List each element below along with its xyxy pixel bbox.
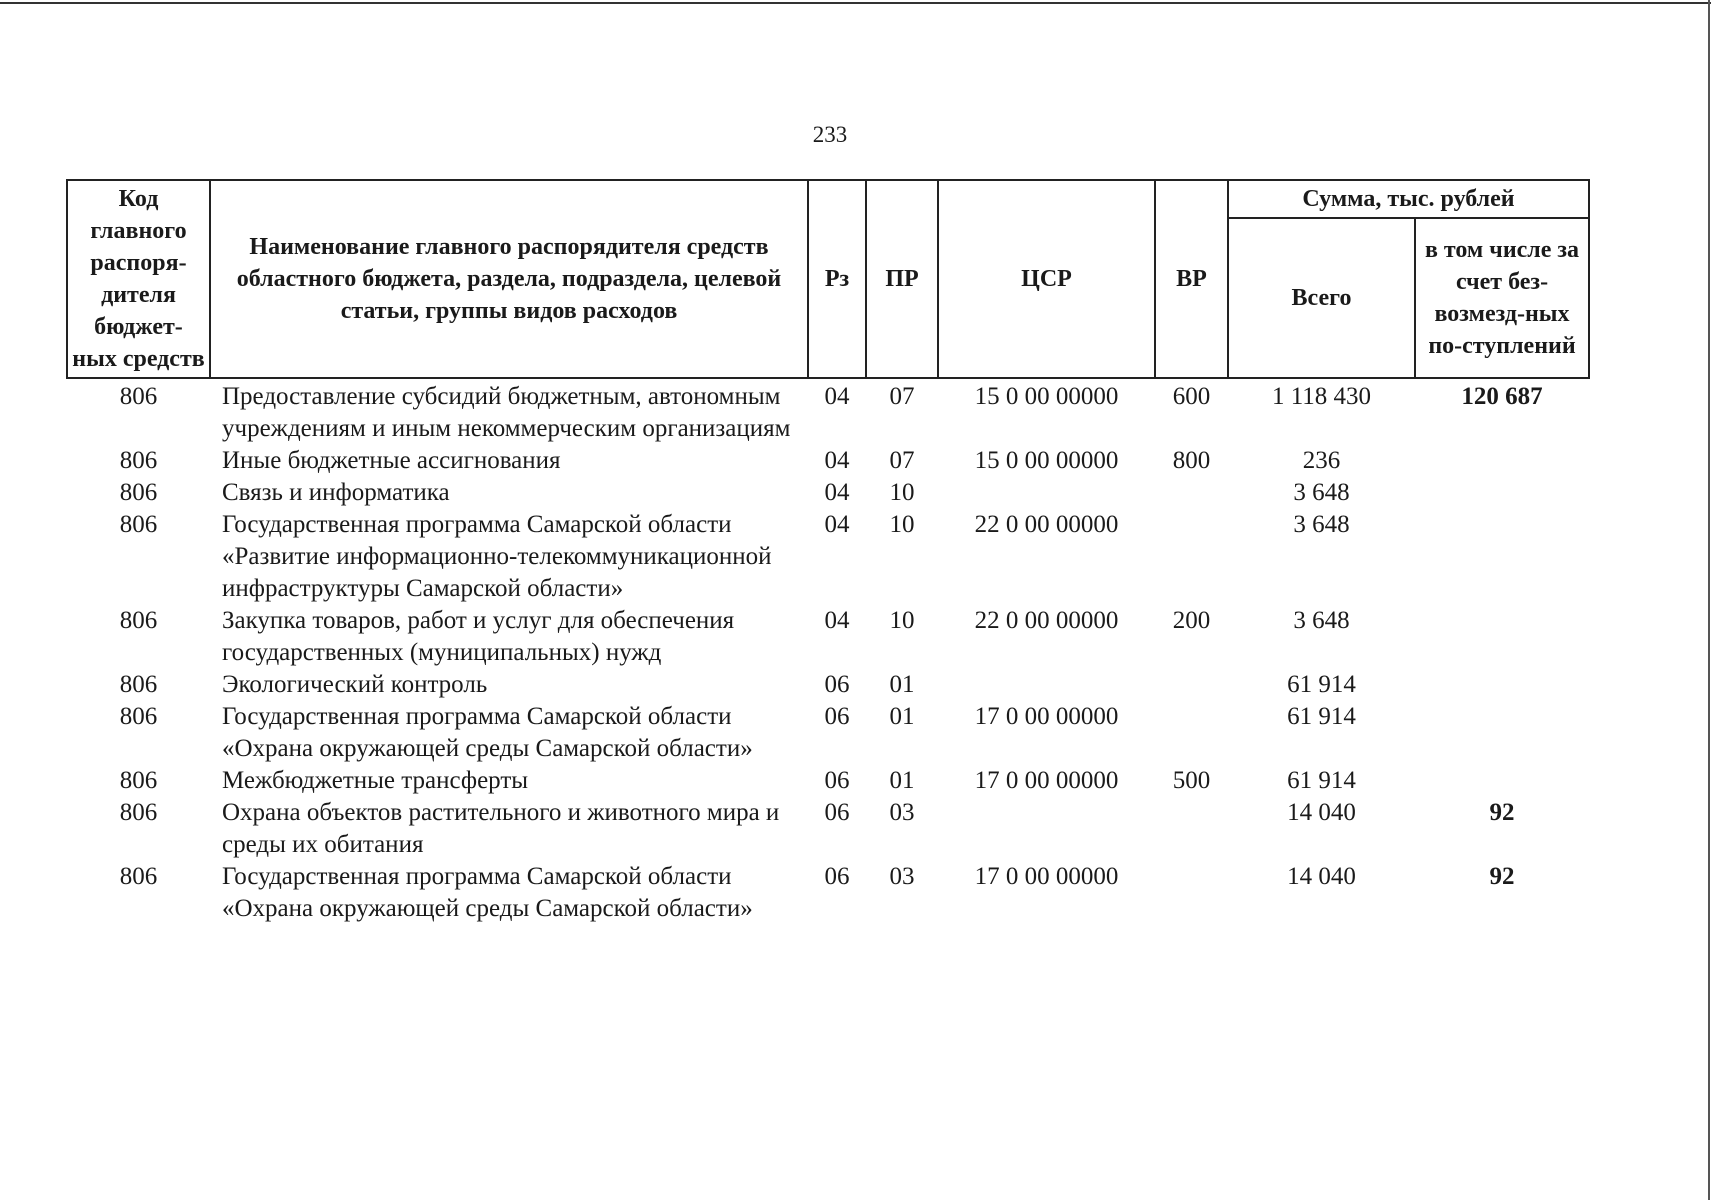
cell-code: 806 xyxy=(119,671,158,698)
top-border-rule xyxy=(0,2,1711,4)
cell-name: Предоставление субсидий бюджетным, автономным учреждениям и иным некоммерческим организациям xyxy=(222,383,791,442)
cell-name: Закупка товаров, работ и услуг для обеспечения государственных (муниципальных) нужд xyxy=(222,607,735,666)
cell-total: 61 914 xyxy=(1287,703,1356,730)
cell-pr: 01 xyxy=(889,671,915,698)
cell-name: Государственная программа Самарской области «Развитие информационно-телекоммуникационной инфраструктуры Самарской области» xyxy=(222,511,772,602)
cell-csr: 15 0 00 00000 xyxy=(974,383,1119,410)
cell-free: 92 xyxy=(1489,863,1515,890)
table-row xyxy=(67,797,1589,861)
cell-total: 236 xyxy=(1302,447,1341,474)
cell-name: Связь и информатика xyxy=(222,479,450,506)
cell-rz: 04 xyxy=(824,479,850,506)
table-row xyxy=(67,765,1589,797)
cell-free xyxy=(1415,669,1589,701)
header-pr: ПР xyxy=(866,180,938,378)
cell-free xyxy=(1415,765,1589,797)
cell-pr: 01 xyxy=(889,703,915,730)
cell-csr: 17 0 00 00000 xyxy=(974,703,1119,730)
cell-csr: 22 0 00 00000 xyxy=(974,511,1119,538)
cell-rz: 04 xyxy=(824,511,850,538)
cell-code: 806 xyxy=(119,607,158,634)
table-body xyxy=(67,378,1589,925)
cell-code: 806 xyxy=(119,511,158,538)
cell-code: 806 xyxy=(119,479,158,506)
cell-pr: 07 xyxy=(889,447,915,474)
cell-csr: 17 0 00 00000 xyxy=(974,863,1119,890)
table-row xyxy=(67,477,1589,509)
table-row xyxy=(67,861,1589,925)
cell-total: 61 914 xyxy=(1287,767,1356,794)
table-row xyxy=(67,701,1589,765)
cell-rz: 06 xyxy=(824,767,850,794)
header-total: Всего xyxy=(1228,218,1415,378)
budget-table xyxy=(66,179,1590,925)
header-rz: Рз xyxy=(808,180,866,378)
cell-name: Межбюджетные трансферты xyxy=(222,767,529,794)
cell-pr: 03 xyxy=(889,799,915,826)
cell-rz: 04 xyxy=(824,383,850,410)
cell-csr: 17 0 00 00000 xyxy=(974,767,1119,794)
header-sum: Сумма, тыс. рублей xyxy=(1228,180,1589,218)
cell-rz: 06 xyxy=(824,799,850,826)
cell-free xyxy=(1415,701,1589,765)
header-code: Код главного распоря-дителя бюджет-ных средств xyxy=(67,180,210,378)
table-row xyxy=(67,509,1589,605)
cell-rz: 06 xyxy=(824,863,850,890)
cell-csr: 15 0 00 00000 xyxy=(974,447,1119,474)
cell-vr xyxy=(1155,669,1228,701)
cell-total: 61 914 xyxy=(1287,671,1356,698)
cell-rz: 06 xyxy=(824,703,850,730)
cell-total: 14 040 xyxy=(1287,863,1356,890)
cell-rz: 04 xyxy=(824,607,850,634)
cell-code: 806 xyxy=(119,703,158,730)
cell-code: 806 xyxy=(119,799,158,826)
cell-name: Охрана объектов растительного и животного мира и среды их обитания xyxy=(222,799,780,858)
cell-vr: 600 xyxy=(1172,383,1211,410)
cell-vr: 800 xyxy=(1172,447,1211,474)
cell-csr: 22 0 00 00000 xyxy=(974,607,1119,634)
cell-name: Государственная программа Самарской области «Охрана окружающей среды Самарской области» xyxy=(222,863,753,922)
cell-total: 1 118 430 xyxy=(1271,383,1372,410)
cell-vr xyxy=(1155,861,1228,925)
cell-name: Иные бюджетные ассигнования xyxy=(222,447,561,474)
cell-code: 806 xyxy=(119,767,158,794)
table-row xyxy=(67,669,1589,701)
cell-free: 120 687 xyxy=(1461,383,1543,410)
cell-csr xyxy=(938,669,1155,701)
cell-total: 3 648 xyxy=(1293,479,1350,506)
cell-total: 3 648 xyxy=(1293,511,1350,538)
page-number: 233 xyxy=(812,122,848,147)
cell-free xyxy=(1415,509,1589,605)
cell-total: 3 648 xyxy=(1293,607,1350,634)
cell-name: Государственная программа Самарской области «Охрана окружающей среды Самарской области» xyxy=(222,703,753,762)
right-border-rule xyxy=(1708,0,1710,1200)
cell-vr: 200 xyxy=(1172,607,1211,634)
header-vr: ВР xyxy=(1155,180,1228,378)
cell-code: 806 xyxy=(119,383,158,410)
cell-pr: 03 xyxy=(889,863,915,890)
cell-vr xyxy=(1155,797,1228,861)
cell-pr: 10 xyxy=(889,607,915,634)
cell-rz: 04 xyxy=(824,447,850,474)
cell-free xyxy=(1415,477,1589,509)
cell-pr: 01 xyxy=(889,767,915,794)
cell-vr: 500 xyxy=(1172,767,1211,794)
header-csr: ЦСР xyxy=(938,180,1155,378)
table-row xyxy=(67,378,1589,445)
cell-total: 14 040 xyxy=(1287,799,1356,826)
header-free: в том числе за счет без-возмезд-ных по-ступлений xyxy=(1415,218,1589,378)
cell-free xyxy=(1415,605,1589,669)
cell-vr xyxy=(1155,701,1228,765)
table-header xyxy=(67,180,1589,378)
cell-vr xyxy=(1155,509,1228,605)
cell-name: Экологический контроль xyxy=(222,671,488,698)
cell-free xyxy=(1415,445,1589,477)
cell-free: 92 xyxy=(1489,799,1515,826)
table-row xyxy=(67,605,1589,669)
header-name: Наименование главного распорядителя средств областного бюджета, раздела, подраздела, целевой статьи, группы видов расходов xyxy=(210,180,808,378)
cell-code: 806 xyxy=(119,447,158,474)
cell-csr xyxy=(938,477,1155,509)
cell-rz: 06 xyxy=(824,671,850,698)
table-row xyxy=(67,445,1589,477)
cell-pr: 10 xyxy=(889,511,915,538)
cell-code: 806 xyxy=(119,863,158,890)
cell-vr xyxy=(1155,477,1228,509)
cell-csr xyxy=(938,797,1155,861)
cell-pr: 07 xyxy=(889,383,915,410)
cell-pr: 10 xyxy=(889,479,915,506)
